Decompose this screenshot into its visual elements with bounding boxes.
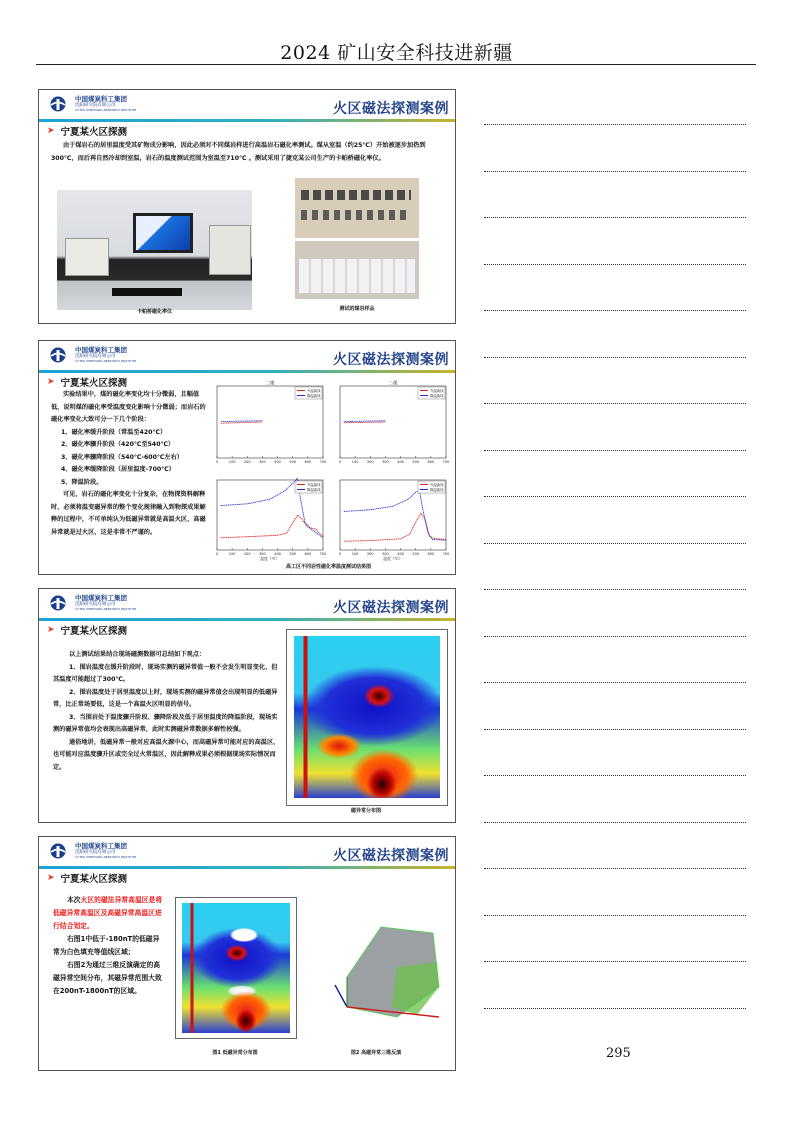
- logo-line2: 沈阳研究院有限公司: [75, 353, 116, 359]
- logo-line3: CCTEG SHENYANG RESEARCH INSTITUTE: [75, 607, 137, 611]
- x-tick-label: 500: [412, 460, 420, 464]
- slide-3: [38, 588, 456, 823]
- note-line: [484, 403, 746, 404]
- legend: [295, 387, 322, 399]
- slide-2: [38, 340, 456, 575]
- logo-line3: CCTEG SHENYANG RESEARCH INSTITUTE: [75, 359, 137, 363]
- logo-line1: 中国煤炭科工集团: [75, 346, 127, 354]
- x-tick-label: 500: [289, 552, 297, 556]
- subtitle-text: 宁夏某火区探测: [60, 874, 128, 885]
- stage-item: 5、降温阶段。: [61, 478, 103, 486]
- para1-highlight: 火区的磁法异常高温区是将低磁异常高温区及高磁异常高温区进行结合划定。: [53, 896, 163, 930]
- logo-line3: CCTEG SHENYANG RESEARCH INSTITUTE: [75, 108, 137, 112]
- note-line: [484, 357, 746, 358]
- title-band: [39, 119, 455, 122]
- subtitle-text: 宁夏某火区探测: [60, 127, 128, 138]
- note-line: [484, 264, 746, 265]
- x-tick-label: 700: [442, 552, 450, 556]
- document-header-title: 2024 矿山安全科技进新疆: [280, 42, 513, 64]
- x-tick-label: 600: [427, 460, 435, 464]
- logo-icon: [47, 96, 69, 112]
- paragraph: 以上测试结果结合现场磁测数据可总结如下观点：: [69, 651, 206, 658]
- x-axis-label: 温度（℃）: [383, 556, 403, 561]
- x-axis-label: 温度（℃）: [260, 556, 280, 561]
- note-line: [484, 775, 746, 776]
- x-tick-label: 400: [274, 460, 281, 464]
- x-tick-label: 200: [243, 460, 251, 464]
- slide-text: [53, 894, 163, 998]
- slide-subtitle: [47, 124, 127, 138]
- title-band: [39, 370, 455, 373]
- logo-line1: 中国煤炭科工集团: [75, 95, 127, 103]
- x-tick-label: 200: [366, 460, 374, 464]
- slide-subtitle: [47, 375, 127, 389]
- legend-label: 降温曲线: [307, 488, 321, 492]
- chart-title: 二煤: [388, 381, 398, 387]
- logo-line1: 中国煤炭科工集团: [75, 594, 127, 602]
- x-tick-label: 500: [412, 552, 420, 556]
- x-tick-label: 0: [215, 460, 219, 464]
- paragraph: 1、围岩温度在缓升阶段时，现场实测的磁异常值一般不会发生明显变化，但其温度可能超过了300℃。: [53, 663, 278, 683]
- legend-label: 降温曲线: [430, 394, 444, 398]
- logo-line3: CCTEG SHENYANG RESEARCH INSTITUTE: [75, 855, 137, 859]
- slide-text: [53, 649, 281, 774]
- note-line: [484, 496, 746, 497]
- slide-title: 火区磁法探测案例: [333, 352, 449, 368]
- logo-line2: 沈阳研究院有限公司: [75, 102, 116, 108]
- note-line: [484, 636, 746, 637]
- rock-samples-photo: [295, 178, 419, 238]
- paragraph: 通俗地讲，低磁异常一般对应高温火源中心，而高磁异常可能对应的高温区，也可能对应温度骤升区或完全过火常温区，因此解释成果必须根据现场实际情况而定。: [53, 738, 280, 771]
- slide-1: [38, 89, 456, 324]
- x-tick-label: 300: [382, 552, 389, 556]
- note-line: [484, 450, 746, 451]
- arrow-icon: ➤: [47, 873, 55, 883]
- x-tick-label: 600: [304, 460, 312, 464]
- x-tick-label: 400: [397, 460, 404, 464]
- x-tick-label: 400: [274, 552, 281, 556]
- outro-paragraph: 可见，岩石的磁化率变化十分复杂，在物探资料解释时，必须将温变磁异常的整个变化规律融入到物探成果解释的过程中，不可单纯认为低磁异常就是高温火区，高磁异常就是过火区，这是非常不严谨的。: [51, 491, 206, 536]
- chart-rock-2: [330, 472, 450, 564]
- x-tick-label: 300: [259, 552, 266, 556]
- stage-item: 3、磁化率骤降阶段（540℃-600℃左右）: [61, 453, 183, 461]
- logo-line2: 沈阳研究院有限公司: [75, 849, 116, 855]
- x-tick-label: 700: [442, 460, 450, 464]
- slide-subtitle: [47, 623, 127, 637]
- paragraph: 2、围岩温度处于居里温度以上时，现场实测的磁异常值会出现明显的低磁异常，比正常场要低，这是一个高温火区明显的信号。: [53, 688, 278, 708]
- note-line: [484, 961, 746, 962]
- note-line: [484, 868, 746, 869]
- slide-title: 火区磁法探测案例: [333, 101, 449, 117]
- x-tick-label: 0: [215, 552, 219, 556]
- chart-rock-1: [207, 472, 327, 564]
- chart-coal-2: [330, 378, 450, 472]
- legend-label: 升温曲线: [307, 483, 321, 487]
- photo-caption-2: 测试的煤岩样品: [339, 306, 375, 312]
- x-tick-label: 100: [228, 460, 236, 464]
- magnetic-anomaly-map: [286, 629, 448, 806]
- x-tick-label: 100: [228, 552, 236, 556]
- x-tick-label: 100: [351, 460, 359, 464]
- para1-normal: 本次: [67, 896, 81, 904]
- stage-item: 4、磁化率缓降阶段（居里温度-700℃）: [61, 466, 175, 473]
- x-tick-label: 0: [338, 552, 342, 556]
- logo-line1: 中国煤炭科工集团: [75, 842, 127, 850]
- company-logo: [47, 595, 136, 611]
- title-band: [39, 866, 455, 869]
- slide-paragraph: 由于煤岩石的居里温度受其矿物成分影响，因此必须对不同煤岩样进行高温岩石磁化率测试。煤从室温（约25℃）开始被逐步加热到300℃，而后再自然冷却到室温，岩石的温度测试范围为室温至710℃ 。测试采用了捷克某公司生产的卡帕桥磁化率仪。: [51, 142, 426, 162]
- x-tick-label: 200: [366, 552, 374, 556]
- slide-4: [38, 836, 456, 1071]
- legend-label: 升温曲线: [307, 389, 321, 393]
- legend-label: 降温曲线: [430, 488, 444, 492]
- slide-title: 火区磁法探测案例: [333, 600, 449, 616]
- note-line: [484, 310, 746, 311]
- chart-coal-1: [207, 378, 327, 472]
- note-line: [484, 124, 746, 125]
- header-rule: [36, 64, 756, 65]
- chart-caption: 高工区不同岩性磁化率温度测试结果图: [285, 564, 371, 570]
- x-tick-label: 600: [427, 552, 435, 556]
- paragraph-3: 右图2为通过三维反演确定的高磁异常空间分布，其磁异常范围大致在200nT-1800nT的区域。: [53, 961, 162, 995]
- paragraph-2: 右图1中低于-180nT的低磁异常为白色填充等值线区域；: [53, 935, 160, 956]
- chart-title: 二煤: [265, 381, 275, 387]
- photo-caption-1: 卡帕桥磁化率仪: [136, 309, 172, 315]
- company-logo: [47, 96, 136, 112]
- x-tick-label: 400: [397, 552, 404, 556]
- company-logo: [47, 843, 136, 859]
- arrow-icon: ➤: [47, 377, 55, 387]
- slide-title: 火区磁法探测案例: [333, 848, 449, 864]
- title-band: [39, 618, 455, 621]
- legend: [418, 387, 445, 399]
- subtitle-text: 宁夏某火区探测: [60, 626, 128, 637]
- slide-text: [51, 389, 209, 539]
- x-tick-label: 500: [289, 460, 297, 464]
- note-line: [484, 822, 746, 823]
- paragraph-1: [53, 894, 163, 933]
- arrow-icon: ➤: [47, 126, 55, 136]
- legend-label: 升温曲线: [430, 389, 444, 393]
- x-tick-label: 0: [338, 460, 342, 464]
- x-tick-label: 700: [319, 552, 327, 556]
- x-tick-label: 200: [243, 552, 251, 556]
- note-line: [484, 1008, 746, 1009]
- sample-bags-photo: [295, 241, 419, 299]
- slide-subtitle: [47, 871, 127, 885]
- note-line: [484, 729, 746, 730]
- stage-item: 1、磁化率缓升阶段（常温至420℃）: [61, 428, 167, 436]
- legend: [295, 481, 322, 493]
- x-tick-label: 300: [382, 460, 389, 464]
- note-line: [484, 682, 746, 683]
- paragraph: 3、当围岩处于温度骤升阶段、骤降阶段及低于居里温度的降温阶段，现场实测的磁异常值均会表现出高磁异常，此时实测磁异常数据多解性较强。: [53, 713, 278, 733]
- x-tick-label: 100: [351, 552, 359, 556]
- logo-line2: 沈阳研究院有限公司: [75, 601, 116, 607]
- subtitle-text: 宁夏某火区探测: [60, 378, 128, 389]
- note-line: [484, 217, 746, 218]
- map-caption: 磁异常分布图: [350, 808, 381, 814]
- legend-label: 升温曲线: [430, 483, 444, 487]
- 3d-inversion-figure: [307, 907, 445, 1037]
- x-tick-label: 700: [319, 460, 327, 464]
- legend: [418, 481, 445, 493]
- company-logo: [47, 347, 136, 363]
- arrow-icon: ➤: [47, 625, 55, 635]
- stage-item: 2、磁化率骤升阶段（420℃至540℃）: [61, 441, 175, 448]
- logo-icon: [47, 595, 69, 611]
- logo-icon: [47, 843, 69, 859]
- legend-label: 降温曲线: [307, 394, 321, 398]
- intro-paragraph: 实验结果中，煤的磁化率变化均十分微弱，且幅值低，说明煤的磁化率受温度变化影响十分微弱；而岩石的磁化率变化大致可分一下几个阶段：: [51, 391, 206, 423]
- logo-icon: [47, 347, 69, 363]
- note-line: [484, 589, 746, 590]
- page-number: 295: [606, 1046, 631, 1061]
- low-anomaly-map: [175, 897, 297, 1039]
- x-tick-label: 600: [304, 552, 312, 556]
- figure1-caption: 图1 低磁异常分布图: [212, 1050, 258, 1056]
- x-tick-label: 300: [259, 460, 266, 464]
- note-line: [484, 171, 746, 172]
- magnetometer-photo: [57, 190, 252, 310]
- note-line: [484, 543, 746, 544]
- note-line: [484, 915, 746, 916]
- figure2-caption: 图2 高磁异常三维反演: [350, 1050, 402, 1056]
